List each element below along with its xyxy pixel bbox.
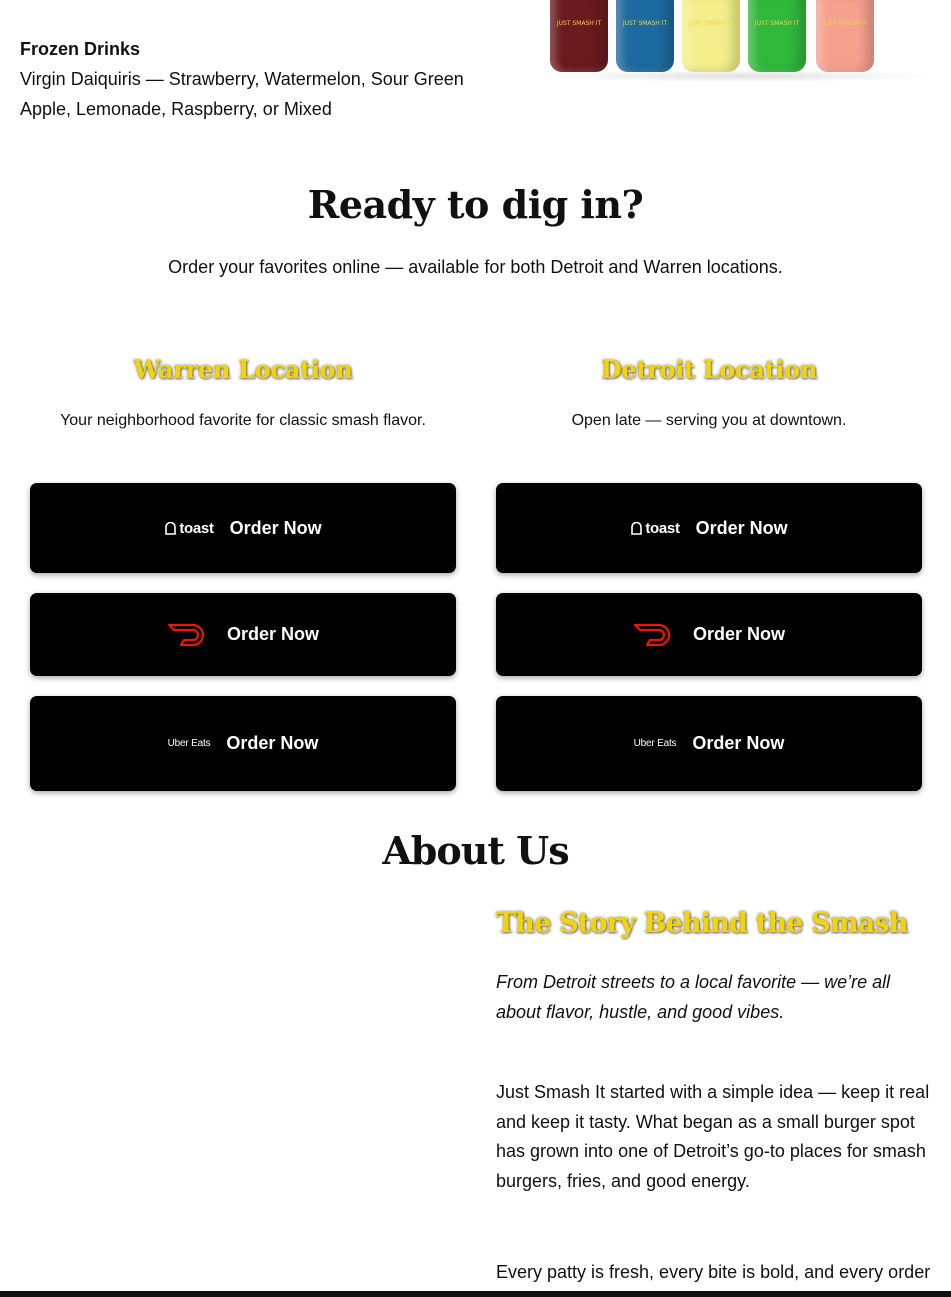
ready-heading: Ready to dig in? xyxy=(307,182,644,227)
about-heading: About Us xyxy=(382,828,569,873)
story-title: The Story Behind the Smash xyxy=(496,908,908,939)
order-now-label: Order Now xyxy=(692,733,785,753)
order-now-label: Order Now xyxy=(226,624,319,644)
frozen-drinks-section xyxy=(20,36,470,124)
ready-subtitle: Order your favorites online — available for both Detroit and Warren locations. xyxy=(168,257,783,277)
warren-location-title: Warren Location xyxy=(133,355,353,384)
warren-location-description: Your neighborhood favorite for classic smash flavor. xyxy=(60,412,426,429)
toast-logo-text: toast xyxy=(179,519,214,537)
toast-logo-text: toast xyxy=(645,519,680,537)
cup-label: JUST SMASH IT xyxy=(556,20,602,27)
doordash-icon xyxy=(167,622,211,648)
cup-label: JUST SMASH IT xyxy=(688,20,734,27)
story-paragraph-1: Just Smash It started with a simple idea — keep it real and keep it tasty. What began as a small burger spot has grown into one of Detroit’s go-to places for smash burgers, fries, and good energy. xyxy=(496,1082,930,1192)
drink-cup xyxy=(748,0,806,72)
toast-logo xyxy=(630,520,679,537)
drink-cup xyxy=(816,0,874,72)
detroit-location-column xyxy=(496,350,922,753)
frozen-drinks-description: Virgin Daiquiris — Strawberry, Watermelon, Sour Green Apple, Lemonade, Raspberry, or Mixed xyxy=(20,69,464,119)
order-now-label: Order Now xyxy=(692,624,785,644)
toast-icon xyxy=(164,522,177,535)
doordash-icon xyxy=(633,622,677,648)
detroit-toast-order-button[interactable] xyxy=(496,483,922,573)
story-paragraph-2: Every patty is fresh, every bite is bold, and every order xyxy=(496,1262,931,1282)
drink-cup xyxy=(616,0,674,72)
uber-eats-logo: Uber Eats xyxy=(633,738,677,749)
frozen-drinks-title: Frozen Drinks xyxy=(20,39,141,59)
drink-cup xyxy=(682,0,740,72)
story-tagline: From Detroit streets to a local favorite — we’re all about flavor, hustle, and good vibes. xyxy=(496,972,891,1022)
uber-eats-logo: Uber Eats xyxy=(167,738,211,749)
order-now-label: Order Now xyxy=(226,733,319,753)
order-now-label: Order Now xyxy=(229,517,322,538)
cup-label: JUST SMASH IT xyxy=(622,20,668,27)
drinks-image xyxy=(540,0,940,82)
toast-icon xyxy=(630,522,643,535)
order-now-label: Order Now xyxy=(695,517,788,538)
detroit-location-title: Detroit Location xyxy=(600,355,818,384)
warren-ubereats-order-button[interactable] xyxy=(30,696,456,791)
warren-doordash-order-button[interactable] xyxy=(30,593,456,676)
warren-toast-order-button[interactable] xyxy=(30,483,456,573)
detroit-location-description: Open late — serving you at downtown. xyxy=(571,412,847,429)
cup-label: JUST SMASH IT xyxy=(822,20,868,27)
bottom-bar xyxy=(0,1291,951,1297)
cups-shadow xyxy=(540,70,940,82)
toast-logo xyxy=(164,520,213,537)
detroit-doordash-order-button[interactable] xyxy=(496,593,922,676)
warren-location-column xyxy=(30,350,456,753)
cup-label: JUST SMASH IT xyxy=(754,20,800,27)
detroit-ubereats-order-button[interactable] xyxy=(496,696,922,791)
drink-cup xyxy=(550,0,608,72)
